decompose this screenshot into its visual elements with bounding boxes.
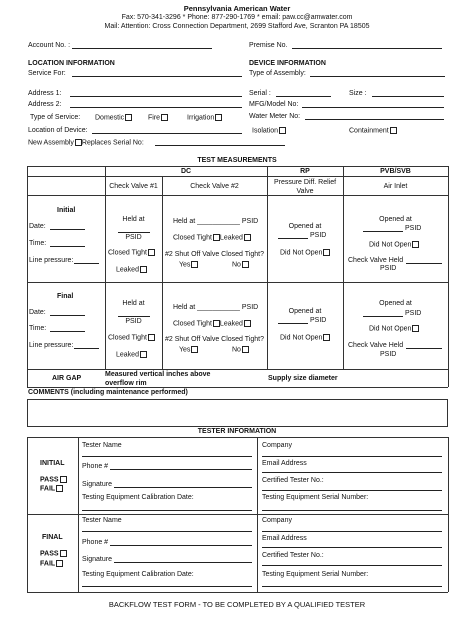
f-cv1-leaked[interactable] [116, 351, 147, 358]
domestic-checkbox[interactable] [125, 114, 132, 121]
i-company-label: Company [262, 442, 292, 449]
air-inlet-header: Air Inlet [383, 183, 408, 190]
type-of-assembly-field[interactable] [310, 76, 445, 77]
size-field[interactable] [372, 96, 444, 97]
final-time-field[interactable] [50, 331, 85, 332]
i-certified-field[interactable] [262, 490, 442, 491]
f-cv2-held: Held at ___________ PSID [173, 304, 259, 311]
no-label: No [232, 346, 241, 354]
initial-pass-checkbox[interactable] [60, 476, 67, 483]
f-calibration-label: Testing Equipment Calibration Date: [82, 571, 194, 578]
f-certified-field[interactable] [262, 565, 442, 566]
address1-field[interactable] [70, 96, 242, 97]
f-signature-field[interactable] [114, 562, 252, 563]
i-cv2-no[interactable] [232, 261, 249, 268]
premise-no-field[interactable] [292, 48, 442, 49]
tester-initial-pass[interactable] [40, 476, 67, 483]
size-label: Size : [349, 90, 367, 97]
closed-tight-label: Closed Tight [108, 249, 147, 257]
f-rp-psid: PSID [310, 317, 327, 324]
i-email-field[interactable] [262, 472, 442, 473]
isolation-checkbox[interactable] [279, 127, 286, 134]
f-cv2-yes[interactable] [179, 346, 198, 353]
dc-header: DC [180, 168, 192, 175]
irrigation-checkbox[interactable] [215, 114, 222, 121]
f-cv1-leaked-checkbox[interactable] [140, 351, 147, 358]
i-pvb-psid: PSID [405, 225, 422, 232]
address2-field[interactable] [70, 107, 242, 108]
f-company-field[interactable] [262, 531, 442, 532]
initial-date-field[interactable] [50, 229, 85, 230]
cv1-header: Check Valve #1 [109, 183, 158, 190]
tester-title: TESTER INFORMATION [197, 428, 277, 435]
type-of-service-label: Type of Service: [30, 114, 81, 121]
i-signature-label: Signature [82, 481, 112, 488]
footer-text: BACKFLOW TEST FORM - TO BE COMPLETED BY A QUALIFIED TESTER [108, 600, 366, 609]
f-pvb-cv-held-field[interactable] [406, 348, 442, 349]
i-equipment-serial-label: Testing Equipment Serial Number: [262, 494, 369, 501]
i-phone-label: Phone # [82, 463, 109, 470]
no-label: No [232, 261, 241, 269]
tester-final-fail[interactable] [40, 560, 63, 567]
rp-header: RP [300, 168, 310, 175]
i-rp-psid: PSID [310, 232, 327, 239]
f-tester-name-label: Tester Name [82, 517, 122, 524]
mfg-model-field[interactable] [302, 107, 444, 108]
containment-label: Containment [349, 127, 389, 135]
i-company-field[interactable] [262, 456, 442, 457]
irrigation-label: Irrigation [187, 114, 215, 122]
isolation-option[interactable] [252, 127, 286, 134]
f-pvb-psid2: PSID [380, 351, 397, 358]
i-certified-label: Certified Tester No.: [262, 477, 324, 484]
i-signature-field[interactable] [114, 487, 252, 488]
i-tester-name-field[interactable] [82, 456, 252, 457]
i-pvb-did-not-open-checkbox[interactable] [412, 241, 419, 248]
comments-title: COMMENTS (including maintenance performed) [28, 389, 188, 396]
final-line-pressure-label: Line pressure: [29, 342, 74, 349]
air-gap-label: AIR GAP [52, 375, 82, 382]
i-calibration-label: Testing Equipment Calibration Date: [82, 494, 194, 501]
new-assembly-option[interactable] [28, 139, 144, 146]
f-equipment-serial-label: Testing Equipment Serial Number: [262, 571, 369, 578]
i-calibration-field[interactable] [82, 510, 252, 511]
pass-label: PASS [40, 476, 59, 484]
location-of-device-label: Location of Device: [28, 127, 88, 134]
f-email-field[interactable] [262, 547, 442, 548]
isolation-label: Isolation [252, 127, 279, 135]
leaked-label: Leaked [219, 320, 243, 328]
did-not-open-label: Did Not Open [369, 241, 412, 249]
did-not-open-label: Did Not Open [280, 249, 323, 257]
i-cv1-closed-tight-checkbox[interactable] [148, 249, 155, 256]
i-cv1-held-field[interactable] [118, 232, 150, 233]
location-of-device-field[interactable] [92, 133, 242, 134]
serial-field[interactable] [276, 96, 331, 97]
f-cv1-held-field[interactable] [118, 316, 150, 317]
i-cv2-shutoff: #2 Shut Off Valve Closed Tight? [165, 251, 264, 258]
cv2-header: Check Valve #2 [190, 183, 239, 190]
f-cv1-closed-tight-checkbox[interactable] [148, 334, 155, 341]
i-cv1-psid: PSID [125, 234, 142, 241]
final-label: Final [57, 293, 74, 300]
closed-tight-label: Closed Tight [173, 234, 212, 242]
i-cv1-closed-tight[interactable] [108, 249, 155, 256]
containment-checkbox[interactable] [390, 127, 397, 134]
did-not-open-label: Did Not Open [369, 325, 412, 333]
did-not-open-label: Did Not Open [280, 334, 323, 342]
company-name: Pennsylvania American Water [183, 4, 291, 13]
f-pvb-check-valve-held: Check Valve Held [348, 342, 404, 349]
f-cv2-closed-tight[interactable] [173, 320, 251, 327]
fire-option[interactable] [148, 114, 168, 121]
initial-time-field[interactable] [50, 246, 85, 247]
tester-final-label: FINAL [42, 534, 63, 541]
initial-line-pressure-field[interactable] [74, 263, 99, 264]
f-certified-label: Certified Tester No.: [262, 552, 324, 559]
i-rp-did-not-open-checkbox[interactable] [323, 249, 330, 256]
i-cv2-held: Held at ___________ PSID [173, 218, 259, 225]
fire-checkbox[interactable] [161, 114, 168, 121]
i-cv2-yes[interactable] [179, 261, 198, 268]
initial-line-pressure-label: Line pressure: [29, 257, 74, 264]
domestic-option[interactable] [95, 114, 132, 121]
final-line-pressure-field[interactable] [74, 348, 99, 349]
account-no-field[interactable] [72, 48, 212, 49]
i-cv2-closed-tight[interactable] [173, 234, 251, 241]
f-cv2-no-checkbox[interactable] [242, 346, 249, 353]
i-cv2-closed-tight-checkbox[interactable] [213, 234, 220, 241]
service-for-field[interactable] [72, 76, 242, 77]
f-rp-did-not-open[interactable] [280, 334, 330, 341]
final-time-label: Time: [29, 325, 47, 332]
tester-initial-label: INITIAL [40, 460, 65, 467]
fire-label: Fire [148, 114, 161, 122]
f-pvb-psid: PSID [405, 310, 422, 317]
leaked-label: Leaked [219, 234, 243, 242]
f-signature-label: Signature [82, 556, 112, 563]
fail-label: FAIL [40, 485, 56, 493]
f-cv2-no[interactable] [232, 346, 249, 353]
yes-label: Yes [179, 261, 191, 269]
i-pvb-opened: Opened at [379, 216, 412, 223]
contact-line: Fax: 570-341-3296 * Phone: 877-290-1769 * email: paw.cc@amwater.com [121, 14, 353, 21]
service-for-label: Service For: [28, 70, 66, 77]
account-no-label: Account No. : [28, 42, 71, 49]
f-phone-label: Phone # [82, 539, 109, 546]
mfg-model-label: MFG/Model No: [249, 101, 299, 108]
water-meter-label: Water Meter No: [249, 113, 301, 120]
f-cv1-closed-tight[interactable] [108, 334, 155, 341]
f-rp-opened-field[interactable] [278, 323, 308, 324]
final-fail-checkbox[interactable] [56, 560, 63, 567]
initial-date-label: Date: [29, 223, 46, 230]
i-pvb-cv-held-field[interactable] [406, 263, 442, 264]
pass-label: PASS [40, 550, 59, 558]
i-cv1-held-label: Held at [122, 216, 145, 223]
f-cv1-psid: PSID [125, 318, 142, 325]
location-title: LOCATION INFORMATION [28, 60, 115, 67]
f-pvb-opened: Opened at [379, 300, 412, 307]
i-pvb-psid2: PSID [380, 265, 397, 272]
f-cv1-held-label: Held at [122, 300, 145, 307]
i-rp-opened: Opened at [288, 223, 322, 230]
supply-label: Supply size diameter [268, 375, 338, 382]
f-rp-did-not-open-checkbox[interactable] [323, 334, 330, 341]
tester-initial-fail[interactable] [40, 485, 63, 492]
type-of-assembly-label: Type of Assembly: [249, 70, 306, 77]
measured-label: Measured vertical inches above overflow rim [105, 371, 211, 387]
i-email-label: Email Address [262, 460, 307, 467]
tester-final-pass[interactable] [40, 550, 67, 557]
new-assembly-label: New Assembly [28, 139, 74, 147]
i-equipment-serial-field[interactable] [262, 510, 442, 511]
domestic-label: Domestic [95, 114, 125, 122]
closed-tight-label: Closed Tight [173, 320, 212, 328]
device-title: DEVICE INFORMATION [249, 60, 326, 67]
new-assembly-checkbox[interactable] [75, 139, 82, 146]
replaces-serial-label: Replaces Serial No: [81, 139, 144, 147]
i-pvb-check-valve-held: Check Valve Held [348, 257, 404, 264]
i-cv1-leaked-checkbox[interactable] [140, 266, 147, 273]
i-cv2-no-checkbox[interactable] [242, 261, 249, 268]
water-meter-field[interactable] [305, 119, 444, 120]
i-cv2-leaked-checkbox[interactable] [244, 234, 251, 241]
f-phone-field[interactable] [110, 545, 252, 546]
fail-label: FAIL [40, 560, 56, 568]
f-rp-opened: Opened at [288, 308, 322, 315]
f-email-label: Email Address [262, 535, 307, 542]
initial-fail-checkbox[interactable] [56, 485, 63, 492]
i-rp-opened-field[interactable] [278, 238, 308, 239]
i-tester-name-label: Tester Name [82, 442, 122, 449]
initial-label: Initial [57, 207, 76, 214]
yes-label: Yes [179, 346, 191, 354]
f-cv2-shutoff: #2 Shut Off Valve Closed Tight? [165, 336, 264, 343]
f-cv2-leaked-checkbox[interactable] [244, 320, 251, 327]
final-date-field[interactable] [50, 315, 85, 316]
pvb-header: PVB/SVB [380, 168, 411, 175]
f-pvb-did-not-open-checkbox[interactable] [412, 325, 419, 332]
f-cv2-closed-tight-checkbox[interactable] [213, 320, 220, 327]
i-phone-field[interactable] [110, 469, 252, 470]
rp-sub-header: Pressure Diff. Relief Valve [273, 179, 337, 195]
i-cv2-yes-checkbox[interactable] [191, 261, 198, 268]
i-pvb-did-not-open[interactable] [369, 241, 419, 248]
f-pvb-did-not-open[interactable] [369, 325, 419, 332]
final-date-label: Date: [29, 309, 46, 316]
f-calibration-field[interactable] [82, 586, 252, 587]
address1-label: Address 1: [28, 90, 62, 97]
f-pvb-opened-field[interactable] [363, 316, 403, 317]
f-equipment-serial-field[interactable] [262, 586, 442, 587]
closed-tight-label: Closed Tight [108, 334, 147, 342]
i-cv1-leaked[interactable] [116, 266, 147, 273]
replaces-serial-field[interactable] [155, 145, 285, 146]
i-pvb-opened-field[interactable] [363, 231, 403, 232]
initial-time-label: Time: [29, 240, 47, 247]
test-title: TEST MEASUREMENTS [197, 157, 277, 164]
comments-box[interactable] [27, 399, 448, 427]
leaked-label: Leaked [116, 266, 139, 274]
serial-label: Serial : [249, 90, 271, 97]
f-cv2-yes-checkbox[interactable] [191, 346, 198, 353]
leaked-label: Leaked [116, 351, 139, 359]
address2-label: Address 2: [28, 101, 62, 108]
containment-option[interactable] [349, 127, 397, 134]
f-company-label: Company [262, 517, 292, 524]
i-rp-did-not-open[interactable] [280, 249, 330, 256]
final-pass-checkbox[interactable] [60, 550, 67, 557]
mail-line: Mail: Attention: Cross Connection Department, 2699 Stafford Ave, Scranton PA 18505 [104, 23, 370, 30]
premise-no-label: Premise No. [249, 42, 288, 49]
irrigation-option[interactable] [187, 114, 222, 121]
f-tester-name-field[interactable] [82, 531, 252, 532]
